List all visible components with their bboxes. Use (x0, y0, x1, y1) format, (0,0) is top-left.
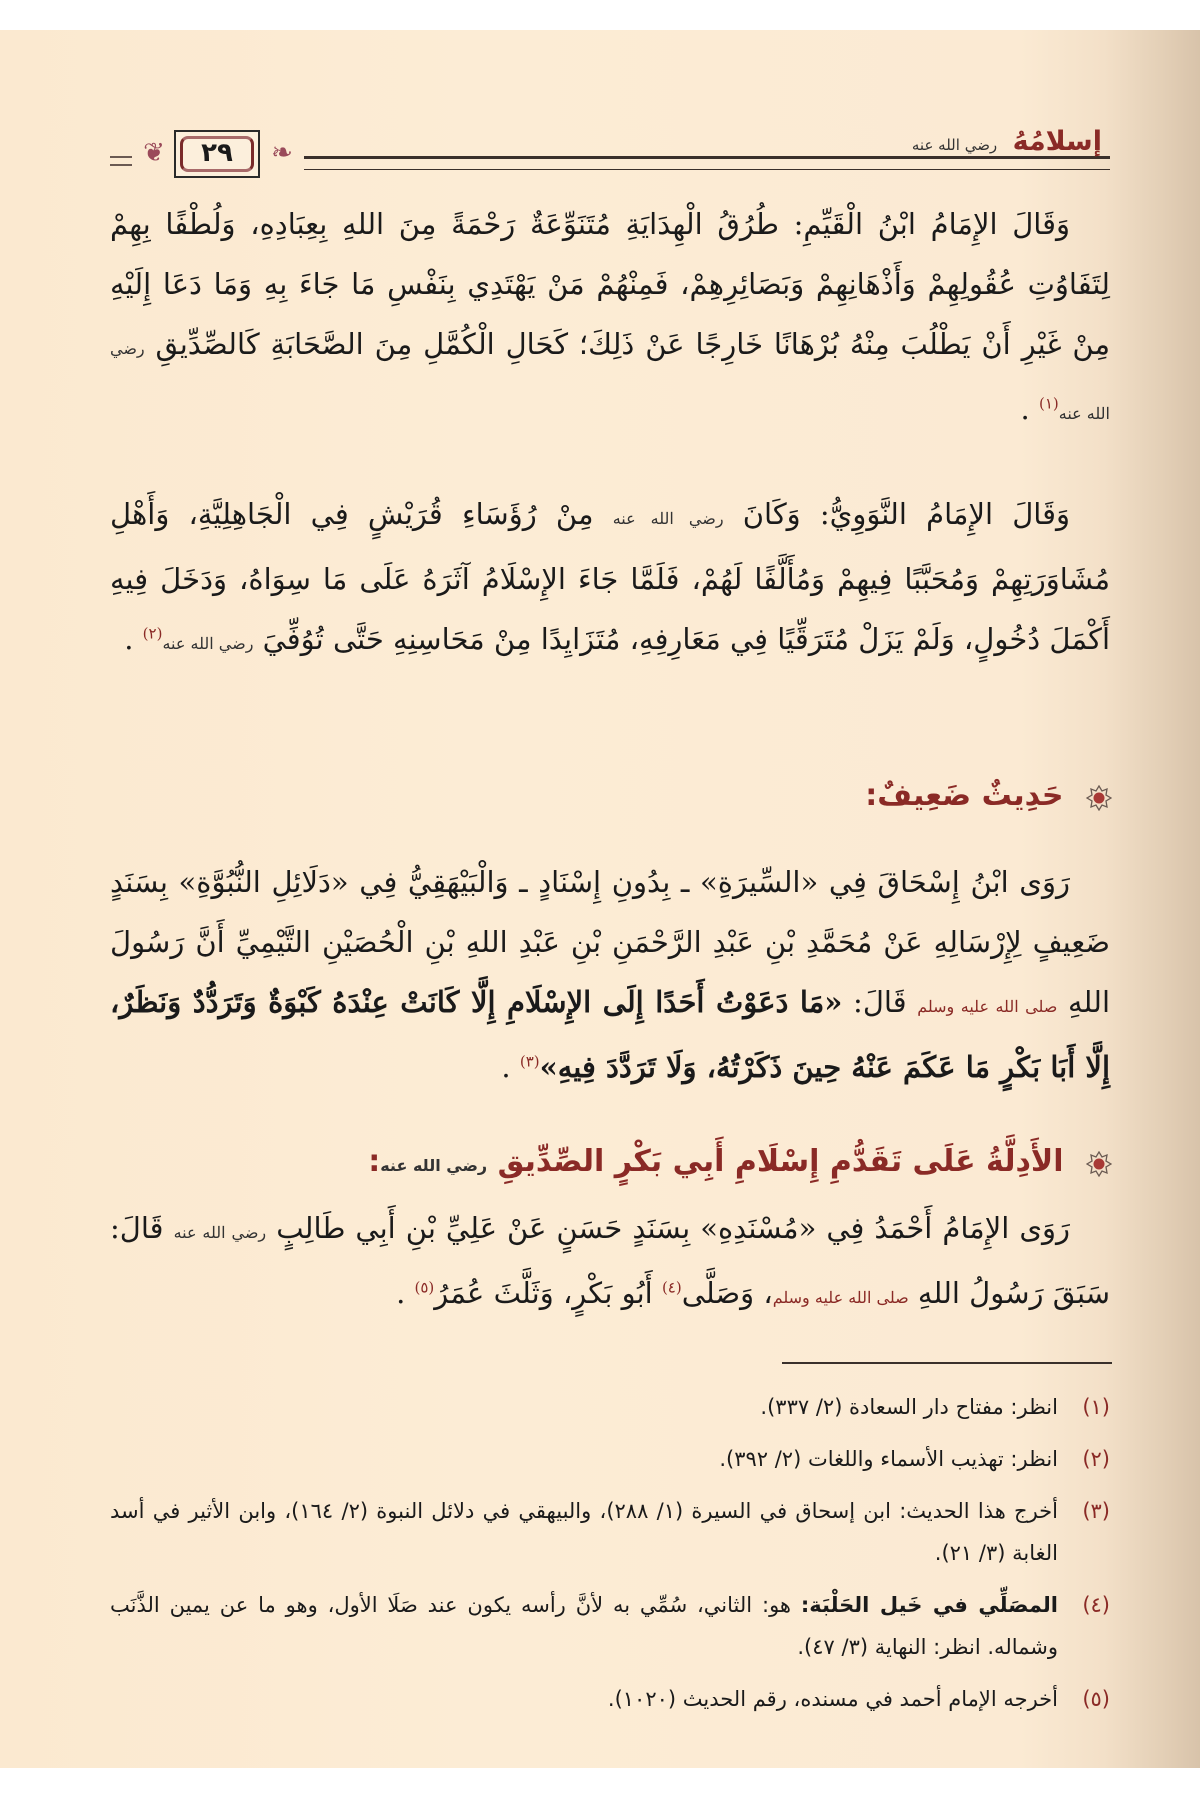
floral-ornament-icon: ❦ (143, 138, 165, 168)
floral-ornament-icon: ❧ (271, 138, 293, 168)
footnote-5 (110, 1678, 1110, 1720)
paragraph-text: وَقَالَ الإِمَامُ النَّوَوِيُّ: وَكَانَ (742, 497, 1070, 531)
paragraph-text: ، وَصَلَّى (681, 1276, 773, 1310)
footnote-number: (٤) (1082, 1593, 1110, 1617)
paragraph-ibn-qayyim (110, 194, 1110, 444)
honorific-glyph-icon: رضي الله عنه (911, 136, 998, 154)
honorific-glyph-icon: رضي الله عنه (612, 509, 724, 528)
star-bullet-icon (1086, 1150, 1112, 1176)
footnote-text: هو: الثاني، سُمِّي به لأنَّ رأسه يكون عند صَلَا الأول، وهو ما عن يمين الذَّنَب وشماله. انظر: النهاية (٣/ ٤٧). (110, 1593, 1058, 1659)
footnote-ref[interactable]: (١) (1038, 394, 1059, 413)
honorific-glyph-icon: صلى الله عليه وسلم (772, 1288, 909, 1307)
footnote-lead: المصَلِّي في خَيل الحَلْبَة: (800, 1593, 1058, 1617)
footnote-2 (110, 1438, 1110, 1480)
footnote-text: انظر: مفتاح دار السعادة (٢/ ٣٣٧). (760, 1395, 1058, 1419)
section-heading-evidence (368, 1144, 1112, 1179)
paragraph-ahmad (110, 1198, 1110, 1328)
footnote-number: (٢) (1082, 1447, 1110, 1471)
running-title (912, 126, 1102, 157)
footnote-number: (٥) (1082, 1687, 1110, 1711)
paragraph-end: . (1020, 392, 1030, 426)
paragraph-text: رَوَى الإِمَامُ أَحْمَدُ فِي «مُسْنَدِهِ» بِسَنَدٍ حَسَنٍ عَنْ عَلِيِّ بْنِ أَبِي طَالِبٍ (276, 1211, 1071, 1245)
footnote-ref[interactable]: (٤) (661, 1278, 682, 1297)
footnote-number: (١) (1082, 1395, 1110, 1419)
footnote-number: (٣) (1082, 1499, 1110, 1523)
book-page (0, 30, 1200, 1768)
heading-text: حَدِيثٌ ضَعِيفٌ: (865, 778, 1064, 813)
header-rule-left (110, 156, 132, 166)
paragraph-text: وَقَالَ الإِمَامُ ابْنُ الْقَيِّمِ: طُرُقُ الْهِدَايَةِ مُتَنَوِّعَةٌ رَحْمَةً مِنَ اللهِ بِعِبَادِهِ، وَلُطْفًا بِهِمْ لِتَفَاوُتِ عُقُولِهِمْ وَأَذْهَانِهِمْ وَبَصَائِرِهِمْ، فَمِنْهُمْ مَنْ يَهْتَدِي بِنَفْسِ مَا جَاءَ بِهِ وَمَا دَعَا إِلَيْهِ مِنْ غَيْرِ أَنْ يَطْلُبَ مِنْهُ بُرْهَانًا خَارِجًا عَنْ ذَلِكَ؛ كَحَالِ الْكُمَّلِ مِنَ الصَّحَابَةِ كَالصِّدِّيقِ (110, 207, 1111, 361)
paragraph-end: . (124, 622, 134, 656)
footnote-4 (110, 1584, 1110, 1668)
header-double-rule (304, 156, 1110, 170)
paragraph-nawawi (110, 484, 1110, 674)
page-number: ٢٩ (201, 138, 233, 168)
honorific-glyph-icon: رضي الله عنه (110, 339, 1110, 423)
paragraph-end: . (501, 1050, 511, 1084)
footnote-text: أخرج هذا الحديث: ابن إسحاق في السيرة (١/ ٢٨٨)، والبيهقي في دلائل النبوة (٢/ ١٦٤)، وابن الأثير في أسد الغابة (٣/ ٢١). (110, 1499, 1058, 1565)
footnotes (110, 1386, 1110, 1730)
paragraph-text: أَبُو بَكْرٍ، وَثَلَّثَ عُمَرُ (434, 1276, 653, 1310)
paragraph-text: قَالَ: (853, 985, 907, 1019)
footnote-text: أخرجه الإمام أحمد في مسنده، رقم الحديث (١٠٢٠). (607, 1687, 1058, 1711)
heading-suffix: : (368, 1144, 381, 1179)
heading-text: الأَدِلَّةُ عَلَى تَقَدُّمِ إِسْلَامِ أَبِي بَكْرٍ الصِّدِّيقِ (497, 1144, 1064, 1179)
footnote-text: انظر: تهذيب الأسماء واللغات (٢/ ٣٩٢). (719, 1447, 1058, 1471)
footnote-ref[interactable]: (٥) (414, 1278, 435, 1297)
footnote-separator (782, 1362, 1112, 1364)
paragraph-text: رَوَى ابْنُ إِسْحَاقَ فِي «السِّيرَةِ» ـ بِدُونِ إِسْنَادٍ ـ وَالْبَيْهَقِيُّ فِي «دَلَائِلِ النُّبُوَّةِ» بِسَنَدٍ ضَعِيفٍ لِإِرْسَالِهِ عَنْ مُحَمَّدِ بْنِ عَبْدِ الرَّحْمَنِ بْنِ عَبْدِ اللهِ بْنِ الْحُصَيْنِ التَّيْمِيِّ أَنَّ رَسُولَ اللهِ (110, 865, 1111, 1019)
hadith-quote: «مَا دَعَوْتُ أَحَدًا إِلَى الإِسْلَامِ إِلَّا كَانَتْ عِنْدَهُ كَبْوَةٌ وَتَرَدُّدٌ وَنَظَرٌ، إِلَّا أَبَا بَكْرٍ مَا عَكَمَ عَنْهُ حِينَ ذَكَرْتُهُ، وَلَا تَرَدَّدَ فِيهِ» (110, 985, 1110, 1084)
honorific-glyph-icon: رضي الله عنه (380, 1156, 488, 1175)
footnote-ref[interactable]: (٢) (142, 624, 163, 643)
running-title-text: إسلامُهُ (1012, 126, 1102, 157)
honorific-glyph-icon: صلى الله عليه وسلم (917, 997, 1058, 1016)
section-heading-weak-hadith (865, 778, 1112, 813)
footnote-1 (110, 1386, 1110, 1428)
honorific-glyph-icon: رضي الله عنه (162, 634, 254, 653)
page-header (110, 126, 1110, 176)
paragraph-end: . (396, 1276, 406, 1310)
honorific-glyph-icon: رضي الله عنه (173, 1223, 267, 1242)
paragraph-text: قَالَ: سَبَقَ رَسُولُ اللهِ (110, 1211, 1110, 1310)
page-number-frame (174, 130, 260, 178)
footnote-ref[interactable]: (٣) (519, 1052, 540, 1071)
paragraph-ibn-ishaq (110, 852, 1110, 1097)
paragraph-text: مِنْ رُؤَسَاءِ قُرَيْشٍ فِي الْجَاهِلِيَّةِ، وَأَهْلِ مُشَاوَرَتِهِمْ وَمُحَبَّبًا فِيهِمْ وَمُأَلَّفًا لَهُمْ، فَلَمَّا جَاءَ الإِسْلَامُ آثَرَهُ عَلَى مَا سِوَاهُ، وَدَخَلَ فِيهِ أَكْمَلَ دُخُولٍ، وَلَمْ يَزَلْ مُتَرَقِّيًا فِي مَعَارِفِهِ، مُتَزَايِدًا مِنْ مَحَاسِنِهِ حَتَّى تُوُفِّيَ (110, 497, 1110, 656)
star-bullet-icon (1086, 784, 1112, 810)
footnote-3 (110, 1490, 1110, 1574)
